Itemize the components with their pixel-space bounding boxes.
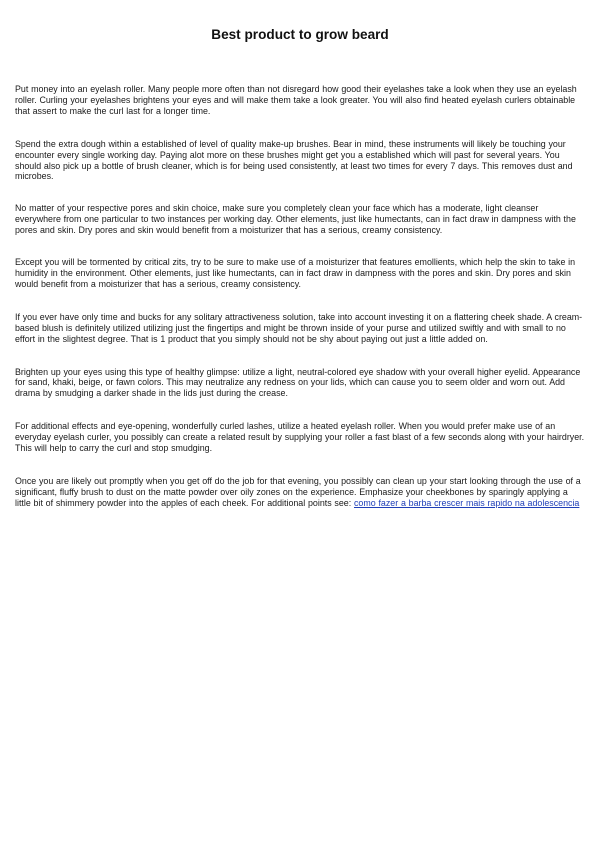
- paragraph: Brighten up your eyes using this type of healthy glimpse: utilize a light, neutral-colored eye shadow with your overall higher eyelid. Appearance for sand, khaki, beige, or fawn colors. This may neutralize any redness on your lids, which can cause you to seem older and worn out. Add drama by smudging a darker shade in the lids just during the crease.: [15, 366, 581, 399]
- page-title: Best product to grow beard: [211, 27, 389, 42]
- paragraph: No matter of your respective pores and skin choice, make sure you completely clean your face which has a moderate, light cleanser everywhere from one particular to two instances per working day. Other elements, just like humectants, can in fact draw in dampness with the pores and skin. Dry pores and skin would benefit from a moisturizer that has a serious, creamy consistency.: [15, 203, 576, 236]
- paragraph-with-link: [15, 476, 585, 509]
- paragraph: Spend the extra dough within a established of level of quality make-up brushes. Bear in mind, these instruments will likely be touching your encounter every single working day. Paying alot more on these brushes might get you a established which will past for several years. You should also pick up a bottle of brush cleaner, which is for being used consistently, at least two times for every 7 days. This removes dust and microbes.: [15, 138, 573, 182]
- article-link[interactable]: como fazer a barba crescer mais rapido na adolescencia: [353, 497, 580, 508]
- paragraph: For additional effects and eye-opening, wonderfully curled lashes, utilize a heated eyelash roller. When you would prefer make use of an everyday eyelash curler, you possibly can create a related result by supplying your roller a fast blast of a few seconds along with your hairdryer. This will help to carry the curl and stop smudging.: [15, 421, 585, 454]
- document-body: [15, 84, 585, 531]
- paragraph-text: Once you are likely out promptly when you get off do the job for that evening, you possibly can clean up your start looking through the use of a significant, fluffy brush to dust on the matte powder over oily zones on the experience. Emphasize your cheekbones by sparingly applying a little bit of shimmery powder into the apples of each cheek. For additional points see:: [15, 475, 581, 508]
- paragraph: If you ever have only time and bucks for any solitary attractiveness solution, take into account investing it on a flattering cheek shade. A cream-based blush is definitely utilized utilizing just the fingertips and might be thrown inside of your purse and utilized swiftly and with small to no effort in the slightest degree. That is 1 product that you simply should not be shy about paying out just a little added on.: [15, 311, 583, 344]
- paragraph: Put money into an eyelash roller. Many people more often than not disregard how good their eyelashes take a look when they use an eyelash roller. Curling your eyelashes brightens your eyes and will make them take a look greater. You will also find heated eyelash curlers obtainable that assert to make the curl last for a longer time.: [15, 84, 577, 116]
- paragraph: Except you will be tormented by critical zits, try to be sure to make use of a moisturizer that features emollients, which help the skin to take in humidity in the environment. Other elements, just like humectants, can in fact draw in dampness with the pores and skin. Dry pores and skin would benefit from a moisturizer that has a serious, creamy consistency.: [15, 257, 576, 289]
